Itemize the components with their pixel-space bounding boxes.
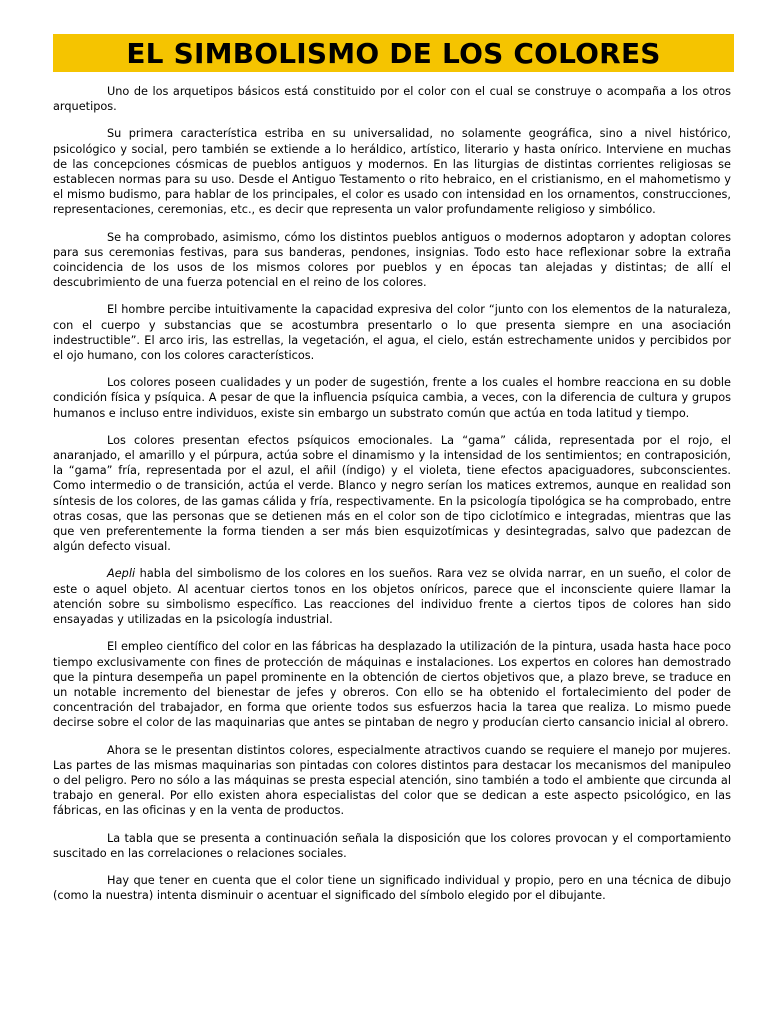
paragraph-4: El hombre percibe intuitivamente la capacidad expresiva del color “junto con los elementos de la naturaleza, con el cuerpo y substancias que se acostumbra presentarlo o lo que presenta siempre en una asociación indestructible”. El arco iris, las estrellas, la vegetación, el agua, el cielo, están estrechamente unidos y percibidos por el ojo humano, con los colores característicos. [53, 303, 731, 363]
paragraph-2: Su primera característica estriba en su universalidad, no solamente geográfica, sino a nivel histórico, psicológico y social, pero también se extiende a lo heráldico, artístico, literario y hasta onírico. Interviene en muchas de las concepciones cósmicas de pueblos antiguos y modernos. En las liturgias de distintas corrientes religiosas se establecen normas para su uso. Desde el Antiguo Testamento o rito hebraico, en el cristianismo, en el mahometismo y el mismo budismo, para hablar de los principales, el color es usado con intensidad en los ornamentos, construcciones, representaciones, ceremonias, etc., es decir que representa un valor profundamente religioso y simbólico. [53, 127, 731, 217]
paragraph-7-text: habla del simbolismo de los colores en los sueños. Rara vez se olvida narrar, en un sueño, el color de este o aquel objeto. Al acentuar ciertos tonos en los objetos oníricos, parece que el inconsciente quiere llamar la atención sobre su simbolismo específico. Las reacciones del individuo frente a ciertos tipos de colores han sido ensayadas y utilizadas en la psicología industrial. [53, 567, 732, 627]
document-body [53, 84, 731, 915]
paragraph-3: Se ha comprobado, asimismo, cómo los distintos pueblos antiguos o modernos adoptaron y adoptan colores para sus ceremonias festivas, para sus banderas, pendones, insignias. Todo esto hace reflexionar sobre la extraña coincidencia de los usos de los mismos colores por pueblos y en épocas tan alejadas y distintas; de allí el descubrimiento de una fuerza potencial en el reino de los colores. [53, 230, 731, 290]
paragraph-1: Uno de los arquetipos básicos está constituido por el color con el cual se construye o acompaña a los otros arquetipos. [53, 85, 731, 114]
paragraph-10: La tabla que se presenta a continuación señala la disposición que los colores provocan y el comportamiento suscitado en las correlaciones o relaciones sociales. [53, 831, 731, 860]
paragraph-9: Ahora se le presentan distintos colores, especialmente atractivos cuando se requiere el manejo por mujeres. Las partes de las mismas maquinarias son pintadas con colores distintos para destacar los mecanismos del manipuleo o del peligro. Pero no sólo a las máquinas se presta especial atención, sino también a todo el ambiente que circunda al trabajo en general. Por ello existen ahora especialistas del color que se dedican a este aspecto psicológico, en las fábricas, en las oficinas y en la venta de productos. [53, 743, 731, 818]
paragraph-11: Hay que tener en cuenta que el color tiene un significado individual y propio, pero en una técnica de dibujo (como la nuestra) intenta disminuir o acentuar el significado del símbolo elegido por el dibujante. [53, 873, 731, 903]
title-band [53, 34, 734, 72]
paragraph-8: El empleo científico del color en las fábricas ha desplazado la utilización de la pintura, usada hasta hace poco tiempo exclusivamente con fines de protección de máquinas e instalaciones. Los expertos en colores han demostrado que la pintura desempeña un papel prominente en la obtención de ciertos objetivos que, a plazo breve, se traduce en un notable incremento del bienestar de jefes y obreros. Con ello se ha obtenido el fortalecimiento del poder de concentración del trabajador, en forma que oriente todos sus esfuerzos hacia la tarea que realiza. Lo mismo puede decirse sobre el color de las maquinarias que antes se pintaban de negro y producían cierto cansancio inicial al obrero. [53, 640, 731, 730]
document-title: EL SIMBOLISMO DE LOS COLORES [126, 36, 661, 70]
paragraph-6: Los colores presentan efectos psíquicos emocionales. La “gama” cálida, representada por el rojo, el anaranjado, el amarillo y el púrpura, actúa sobre el dinamismo y la intensidad de los sentimientos; en contraposición, la “gama” fría, representada por el azul, el añil (índigo) y el violeta, tiene efectos apaciguadores, subconscientes. Como intermedio o de transición, actúa el verde. Blanco y negro serían los matices extremos, aunque en realidad son síntesis de los colores, de las gamas cálida y fría, respectivamente. En la psicología tipológica se ha comprobado, entre otras cosas, que las personas que se detienen más en el color son de tipo ciclotímico e integradas, mientras que las que ven preferentemente la forma tienden a ser más bien esquizotímicas y desintegradas, salvo que padezcan de algún defecto visual. [53, 433, 731, 554]
paragraph-5: Los colores poseen cualidades y un poder de sugestión, frente a los cuales el hombre reacciona en su doble condición física y psíquica. A pesar de que la influencia psíquica cambia, a veces, con la diferencia de cultura y grupos humanos e incluso entre individuos, existe sin embargo un substrato común que actúa en toda latitud y tiempo. [53, 376, 731, 420]
paragraph-7 [53, 566, 731, 627]
paragraph-7-lead: Aepli [107, 567, 136, 581]
